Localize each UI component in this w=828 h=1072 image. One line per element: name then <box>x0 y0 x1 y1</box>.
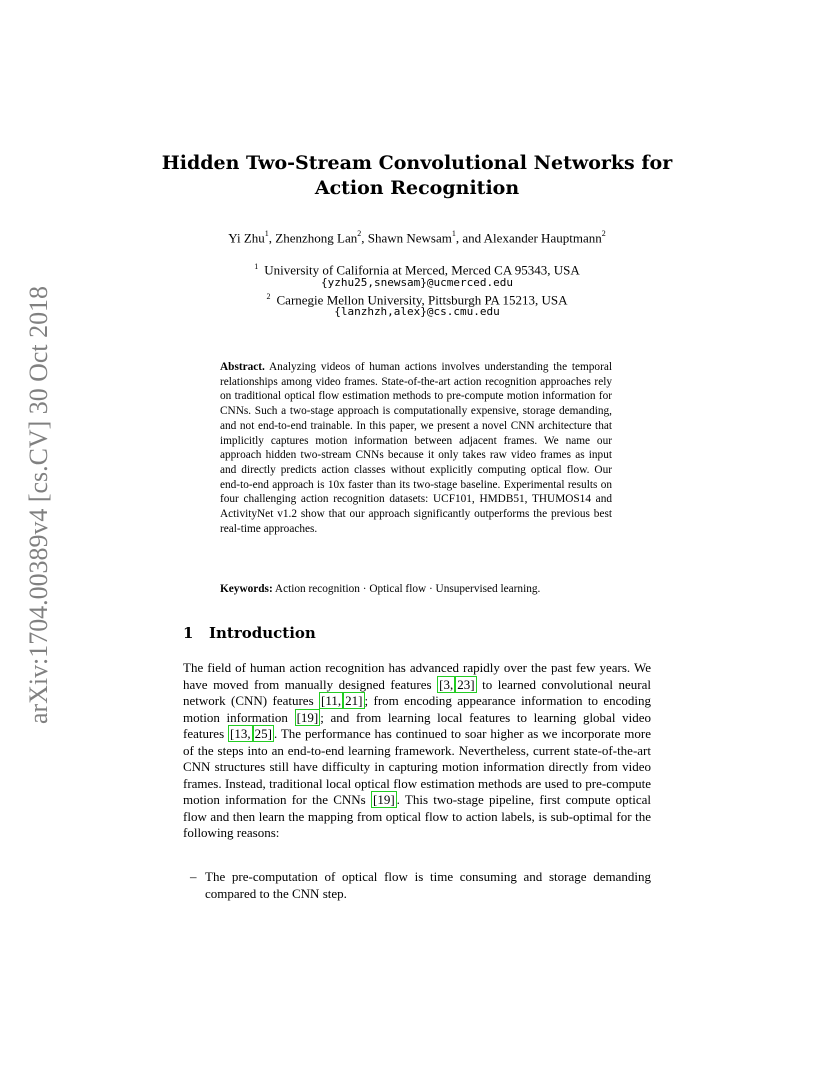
author-separator: , and <box>455 230 484 246</box>
title-line-2: Action Recognition <box>314 177 520 199</box>
citation-link[interactable]: 23] <box>457 676 475 692</box>
abstract-label: Abstract. <box>220 361 265 373</box>
keywords-text: Action recognition · Optical flow · Unsupervised learning. <box>274 583 541 595</box>
intro-text: . The performance has continued to soar higher as we incorporate more of the steps into an end-to-end learning framework. Nevertheless, current state-of-the-art CNN structures still have difficulty in capturing motion information directly from video frames. Instead, traditional local optical flow estimation methods are used to pre-compute motion information for the CNNs <box>183 726 652 807</box>
intro-text: to learned convolutional neural network (CNN) features <box>183 676 651 708</box>
author-affiliation-mark: 1 <box>264 229 269 238</box>
introduction-paragraph <box>183 660 651 842</box>
abstract-text: Analyzing videos of human actions involves understanding the temporal relationships among video frames. State-of-the-art action recognition approaches rely on traditional optical flow estimation methods to pre-compute motion information for CNNs. Such a two-stage approach is computationally expensive, storage demanding, and not end-to-end trainable. In this paper, we present a novel CNN architecture that implicitly captures motion information between adjacent frames. We name our approach hidden two-stream CNNs because it only takes raw video frames as input and directly predicts action classes without explicitly computing optical flow. Our end-to-end approach is 10x faster than its two-stage baseline. Experimental results on four challenging action recognition datasets: UCF101, HMDB51, THUMOS14 and ActivityNet v1.2 show that our approach significantly outperforms the previous best real-time approaches. <box>220 361 612 535</box>
bullet-item <box>190 869 651 902</box>
intro-text: The field of human action recognition has advanced rapidly over the past few years. We have moved from manually designed features <box>183 660 651 692</box>
author-name: Alexander Hauptmann <box>483 230 602 246</box>
citation-link[interactable]: [19] <box>296 709 319 725</box>
intro-text: . This two-stage pipeline, first compute optical flow and then learn the mapping from optical flow to action labels, is sub-optimal for the following reasons: <box>183 792 651 840</box>
citation-link[interactable]: 25] <box>254 726 272 741</box>
citation-link[interactable]: [13, <box>230 726 251 741</box>
author-list <box>120 230 714 246</box>
section-heading <box>183 624 316 642</box>
affiliation-1 <box>120 259 714 277</box>
author-affiliation-mark: 2 <box>601 229 606 238</box>
affiliation-2-email: {lanzhzh,alex}@cs.cmu.edu <box>334 305 500 318</box>
author-affiliation-mark: 2 <box>357 229 362 238</box>
arxiv-identifier-stamp <box>21 285 55 725</box>
abstract <box>220 360 612 536</box>
affiliation-mark: 1 <box>254 262 259 271</box>
author-name: Shawn Newsam <box>367 230 452 246</box>
intro-text: ; from encoding appearance information to encoding motion information <box>183 693 652 725</box>
author-name: Yi Zhu <box>228 230 265 246</box>
author-name: Zhenzhong Lan <box>275 230 358 246</box>
arxiv-stamp-text: arXiv:1704.00389v4 [cs.CV] 30 Oct 2018 <box>24 285 53 724</box>
section-number: 1 <box>183 624 194 642</box>
title-line-1: Hidden Two-Stream Convolutional Networks for <box>161 152 673 174</box>
affiliation-institution: Carnegie Mellon University, Pittsburgh PA 15213, USA <box>276 292 568 308</box>
citation-link[interactable]: [3, <box>439 676 454 692</box>
affiliation-1-email: {yzhu25,snewsam}@ucmerced.edu <box>320 276 514 289</box>
citation-link[interactable]: [19] <box>372 792 395 807</box>
section-title: Introduction <box>209 624 316 642</box>
bullet-marker: – <box>190 869 197 884</box>
affiliation-mark: 2 <box>266 292 271 301</box>
author-affiliation-mark: 1 <box>451 229 456 238</box>
author-separator: , <box>268 230 276 246</box>
citation-link[interactable]: 21] <box>345 693 363 708</box>
bullet-text: The pre-computation of optical flow is time consuming and storage demanding compared to the CNN step. <box>205 869 651 901</box>
keywords <box>220 582 612 597</box>
keywords-label: Keywords: <box>220 583 273 595</box>
affiliation-institution: University of California at Merced, Merced CA 95343, USA <box>264 262 580 278</box>
author-separator: , <box>361 230 368 246</box>
paper-title <box>150 151 684 201</box>
citation-link[interactable]: [11, <box>321 693 342 708</box>
intro-text: ; and from learning local features to learning global video features <box>183 709 651 741</box>
